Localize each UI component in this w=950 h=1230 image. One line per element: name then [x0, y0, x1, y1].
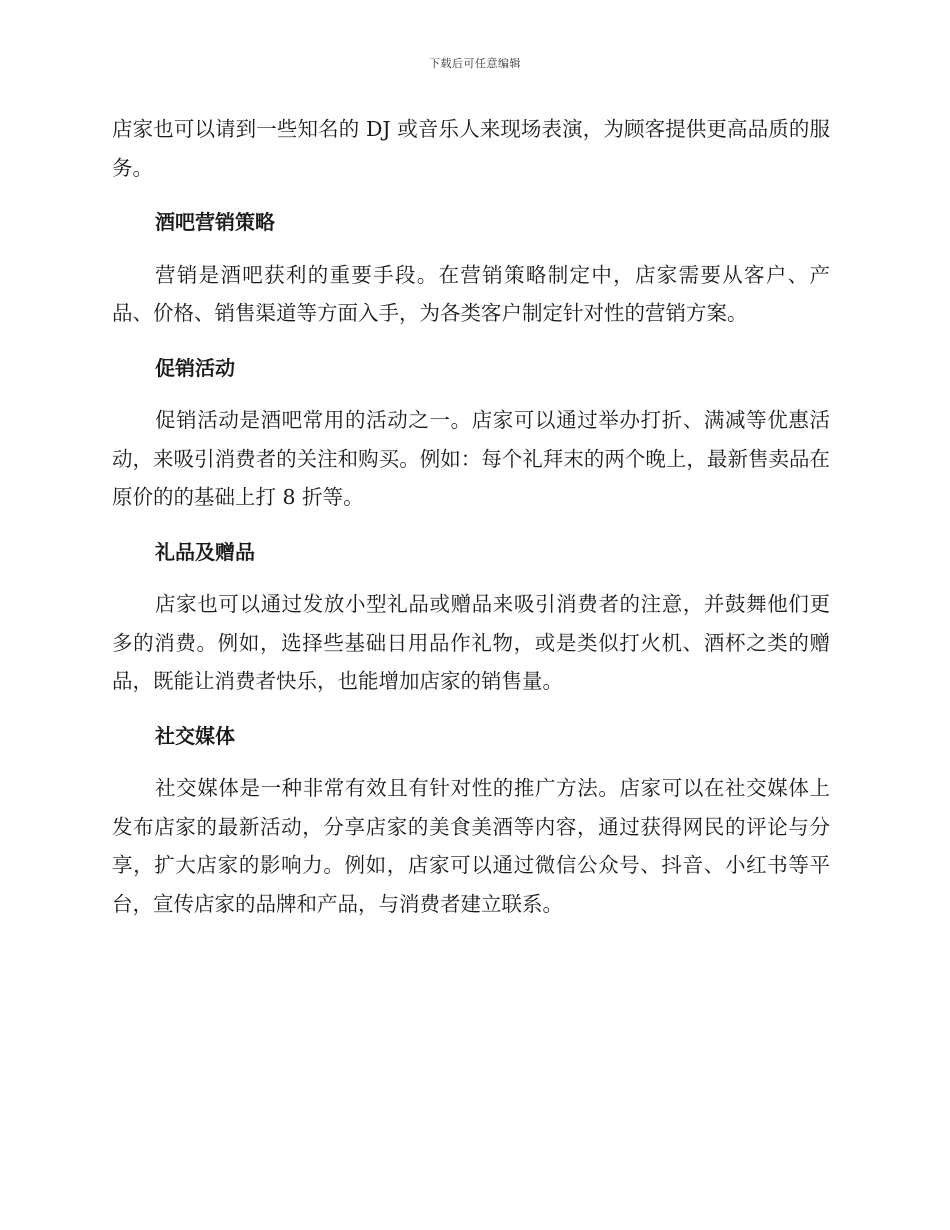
paragraph-social-media: 社交媒体是一种非常有效且有针对性的推广方法。店家可以在社交媒体上发布店家的最新活动，分享店家的美食美酒等内容，通过获得网民的评论与分享，扩大店家的影响力。例如，店家可以通过微信公众号、抖音、小红书等平台，宣传店家的品牌和产品，与消费者建立联系。 — [112, 776, 830, 916]
page-header-note: 下载后可任意编辑 — [429, 57, 521, 70]
section-heading-marketing-strategy: 酒吧营销策略 — [155, 210, 275, 234]
document-body — [112, 110, 830, 923]
paragraph-marketing-strategy: 营销是酒吧获利的重要手段。在营销策略制定中，店家需要从客户、产品、价格、销售渠道等方面入手，为各类客户制定针对性的营销方案。 — [112, 262, 830, 325]
section-heading-gifts: 礼品及赠品 — [155, 539, 255, 564]
paragraph-gifts: 店家也可以通过发放小型礼品或赠品来吸引消费者的注意，并鼓舞他们更多的消费。例如，选择些基础日用品作礼物，或是类似打火机、酒杯之类的赠品，既能让消费者快乐，也能增加店家的销售量。 — [112, 592, 830, 693]
section-heading-promotions: 促销活动 — [155, 355, 235, 380]
paragraph-continuation: 店家也可以请到一些知名的 DJ 或音乐人来现场表演，为顾客提供更高品质的服务。 — [112, 117, 830, 180]
section-heading-social-media: 社交媒体 — [155, 723, 235, 748]
paragraph-promotions: 促销活动是酒吧常用的活动之一。店家可以通过举办打折、满减等优惠活动，来吸引消费者的关注和购买。例如：每个礼拜末的两个晚上，最新售卖品在原价的的基础上打 8 折等。 — [112, 408, 830, 509]
